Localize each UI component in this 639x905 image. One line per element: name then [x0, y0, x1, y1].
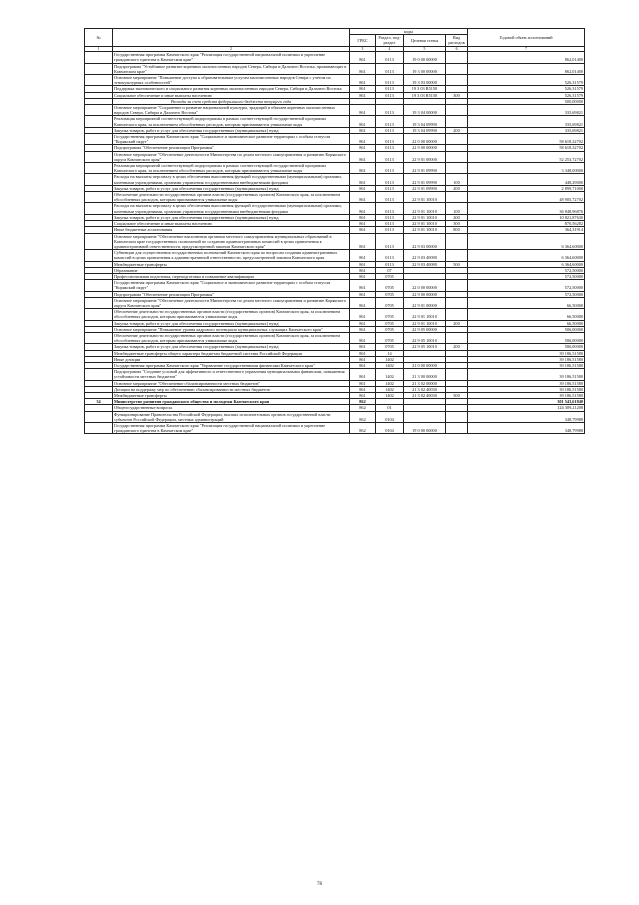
cell-grbs: 861	[350, 309, 376, 320]
cell-target-article: 22 0 00 00000	[404, 280, 446, 291]
table-row	[85, 105, 585, 116]
cell-amount: 6 364,60000	[468, 233, 585, 250]
cell-expense-type	[446, 151, 468, 162]
cell-name: Основное мероприятие "Обеспечение сбалансированности местных бюджетов"	[113, 380, 350, 386]
cell-name: Субвенции для осуществления государственных полномочий Камчатского края по вопросам создания административных комиссий в целях привлечения к административной ответственности, предусмотренной законом Камчатского края	[113, 250, 350, 261]
table-row	[85, 250, 585, 261]
budget-table	[84, 28, 585, 434]
cell-target-article: 22 9 01 00000	[404, 297, 446, 308]
table-row	[85, 411, 585, 422]
cell-target-article: 19 3 03 R5150	[404, 92, 446, 98]
cell-grbs: 861	[350, 127, 376, 133]
table-row	[85, 280, 585, 291]
cell-num	[85, 63, 113, 74]
cell-expense-type: 500	[446, 261, 468, 267]
cell-section: 0705	[376, 280, 404, 291]
cell-grbs: 861	[350, 332, 376, 343]
cell-target-article: 22 9 01 00000	[404, 151, 446, 162]
cell-amount: 39 186,51580	[468, 392, 585, 398]
cell-section: 0705	[376, 332, 404, 343]
cell-grbs: 862	[350, 411, 376, 422]
cell-num	[85, 105, 113, 116]
cell-amount: 506,00000	[468, 344, 585, 350]
cell-num	[85, 52, 113, 63]
cell-section: 0113	[376, 192, 404, 203]
cell-name: Основное мероприятие "Обеспечение деятельности Министерства по делам местного самоуправления и развитию Корякского округа Камчатского края"	[113, 297, 350, 308]
table-row	[85, 233, 585, 250]
cell-target-article: 21 3 02 40030	[404, 386, 446, 392]
cell-expense-type	[446, 52, 468, 63]
cell-num	[85, 411, 113, 422]
cell-section: 0104	[376, 411, 404, 422]
cell-amount: 572,50000	[468, 280, 585, 291]
cell-expense-type	[446, 163, 468, 174]
table-row	[85, 151, 585, 162]
header-amount: Годовой объем ассигнований	[468, 29, 585, 47]
table-row	[85, 332, 585, 343]
cell-section: 1402	[376, 369, 404, 380]
cell-amount: 39 186,51580	[468, 380, 585, 386]
cell-expense-type	[446, 63, 468, 74]
cell-name: Обеспечение деятельности государственных органов власти (государственных органов) Камчатского края, за исключением обособленных расходов, которым присваиваются уникальные коды	[113, 192, 350, 203]
cell-amount: 58 618,32702	[468, 145, 585, 151]
cell-grbs: 861	[350, 233, 376, 250]
cell-target-article: 22 9 01 10010	[404, 192, 446, 203]
table-body	[85, 52, 585, 434]
cell-grbs: 862	[350, 399, 376, 405]
cell-grbs: 861	[350, 320, 376, 326]
cell-expense-type: 800	[446, 227, 468, 233]
cell-expense-type: 200	[446, 214, 468, 220]
cell-target-article: 22 9 01 09990	[404, 163, 446, 174]
column-number: 2	[113, 46, 350, 52]
cell-grbs: 861	[350, 369, 376, 380]
cell-section: 07	[376, 267, 404, 273]
cell-grbs: 861	[350, 221, 376, 227]
cell-section: 0113	[376, 116, 404, 127]
cell-target-article	[404, 411, 446, 422]
cell-section: 0113	[376, 63, 404, 74]
cell-num	[85, 369, 113, 380]
cell-amount: 2 899,71000	[468, 185, 585, 191]
cell-grbs: 861	[350, 86, 376, 92]
cell-section: 0104	[376, 423, 404, 434]
page-number: 78	[317, 882, 322, 887]
cell-grbs: 861	[350, 203, 376, 214]
cell-num	[85, 332, 113, 343]
cell-name: Профессиональная подготовка, переподготовка и повышение квалификации	[113, 273, 350, 279]
cell-grbs: 861	[350, 185, 376, 191]
cell-name: Социальное обеспечение и иные выплаты населению	[113, 221, 350, 227]
cell-amount: 52 253,72702	[468, 151, 585, 162]
cell-name: Общегосударственные вопросы	[113, 405, 350, 411]
cell-amount: 66,50000	[468, 320, 585, 326]
cell-amount: 39 186,51580	[468, 386, 585, 392]
cell-name: Подпрограмма "Создание условий для эффективного и ответственного управления муниципальными финансами, повышения устойчивости местных бюджетов"	[113, 369, 350, 380]
cell-amount: 66,50000	[468, 297, 585, 308]
cell-name: Основное мероприятие "Сохранение и развитие национальной культуры, традиций и обычаев коренных малочисленных народов Севера, Сибири и Дальнего Востока"	[113, 105, 350, 116]
cell-section: 0113	[376, 92, 404, 98]
cell-amount: 364,31914	[468, 227, 585, 233]
cell-num	[85, 233, 113, 250]
cell-section: 0113	[376, 52, 404, 63]
cell-grbs: 861	[350, 362, 376, 368]
cell-section: 0705	[376, 326, 404, 332]
cell-target-article: 22 9 03 40080	[404, 261, 446, 267]
cell-target-article: 22 9 01 09990	[404, 174, 446, 185]
cell-section: 14	[376, 350, 404, 356]
cell-target-article: 19 3 04 09990	[404, 116, 446, 127]
cell-grbs: 861	[350, 134, 376, 145]
cell-section: 0113	[376, 151, 404, 162]
table-row	[85, 116, 585, 127]
cell-section: 01	[376, 405, 404, 411]
table-row	[85, 134, 585, 145]
cell-expense-type	[446, 309, 468, 320]
cell-name: Функционирование Правительства Российской Федерации, высших исполнительных органов государственной власти субъектов Российской Федерации, местных администраций	[113, 411, 350, 422]
cell-grbs: 861	[350, 92, 376, 98]
cell-grbs: 861	[350, 227, 376, 233]
table-row	[85, 297, 585, 308]
column-number: 4	[376, 46, 404, 52]
cell-name: Межбюджетные трансферты	[113, 392, 350, 398]
cell-num	[85, 151, 113, 162]
cell-name: Поддержка экономического и социального развития коренных малочисленных народов Севера, Сибири и Дальнего Востока	[113, 86, 350, 92]
cell-grbs: 861	[350, 344, 376, 350]
cell-name: Основное мероприятие "Обеспечение выполнения органами местного самоуправления муниципальных образований в Камчатском крае государственных полномочий по созданию административных комиссий в целях привлечения к административной ответственности, предусмотренной законом Камчатского края"	[113, 233, 350, 250]
cell-target-article: 19 3 04 00000	[404, 105, 446, 116]
cell-name: Реализация мероприятий соответствующей подпрограммы в рамках соответствующей государственной программы Камчатского края, за исключением обособленных расходов, которым присваиваются уникальные коды	[113, 116, 350, 127]
cell-grbs: 861	[350, 63, 376, 74]
cell-section: 1402	[376, 362, 404, 368]
cell-amount: 39 186,51580	[468, 362, 585, 368]
cell-section: 0113	[376, 214, 404, 220]
cell-grbs: 861	[350, 291, 376, 297]
header-exp: Вид расходов	[446, 35, 468, 46]
cell-name: Межбюджетные трансферты общего характера бюджетам бюджетной системы Российской Федерации	[113, 350, 350, 356]
cell-grbs: 861	[350, 356, 376, 362]
cell-name: Социальное обеспечение и иные выплаты населению	[113, 92, 350, 98]
table-row	[85, 174, 585, 185]
cell-expense-type: 100	[446, 174, 468, 185]
cell-grbs: 861	[350, 297, 376, 308]
header-grbs: ГРБС	[350, 35, 376, 46]
cell-name: Расходы на выплаты персоналу в целях обеспечения выполнения функций государственными (муниципальными) органами, казенными учреждениями, органами управления государственными внебюджетными фондами	[113, 203, 350, 214]
cell-amount: 39 186,51580	[468, 369, 585, 380]
cell-target-article: 22 9 00 00000	[404, 145, 446, 151]
cell-amount: 572,50000	[468, 273, 585, 279]
cell-target-article: 19 3 03 00000	[404, 75, 446, 86]
cell-name: Закупка товаров, работ и услуг для обеспечения государственных (муниципальных) нужд	[113, 214, 350, 220]
table-row	[85, 63, 585, 74]
table-row	[85, 423, 585, 434]
cell-expense-type	[446, 116, 468, 127]
table-row	[85, 163, 585, 174]
cell-expense-type	[446, 105, 468, 116]
cell-target-article: 22 9 01 10010	[404, 309, 446, 320]
cell-target-article: 19 3 00 00000	[404, 63, 446, 74]
cell-expense-type: 300	[446, 92, 468, 98]
cell-grbs: 861	[350, 214, 376, 220]
cell-num: 34	[85, 399, 113, 405]
cell-name: Подпрограмма "Обеспечение реализации Программы"	[113, 291, 350, 297]
cell-grbs: 861	[350, 250, 376, 261]
cell-section: 0113	[376, 261, 404, 267]
cell-num	[85, 309, 113, 320]
cell-amount: 36 848,96876	[468, 203, 585, 214]
table-row	[85, 369, 585, 380]
cell-name: Обеспечение деятельности государственных органов власти (государственных органов) Камчатского края, за исключением обособленных расходов, которым присваиваются уникальные коды	[113, 332, 350, 343]
cell-section: 1402	[376, 356, 404, 362]
cell-amount: 526,31579	[468, 75, 585, 86]
cell-name: Иные бюджетные ассигнования	[113, 227, 350, 233]
cell-name: Подпрограмма "Обеспечение реализации Программы"	[113, 145, 350, 151]
cell-grbs: 861	[350, 273, 376, 279]
cell-section: 1402	[376, 386, 404, 392]
cell-grbs: 861	[350, 116, 376, 127]
cell-section: 0705	[376, 273, 404, 279]
cell-target-article: 19 0 00 00000	[404, 423, 446, 434]
cell-num	[85, 75, 113, 86]
cell-grbs: 861	[350, 380, 376, 386]
cell-target-article: 22 9 05 00000	[404, 326, 446, 332]
cell-num	[85, 423, 113, 434]
cell-expense-type: 100	[446, 203, 468, 214]
cell-amount: 301 543,61840	[468, 399, 585, 405]
cell-expense-type	[446, 297, 468, 308]
cell-num	[85, 280, 113, 291]
column-number: 5	[404, 46, 446, 52]
cell-target-article: 22 9 05 10010	[404, 332, 446, 343]
cell-expense-type	[446, 280, 468, 291]
column-number: 3	[350, 46, 376, 52]
cell-grbs: 861	[350, 151, 376, 162]
cell-amount: 862,01400	[468, 63, 585, 74]
cell-name: Подпрограмма "Устойчивое развитие коренных малочисленных народов Севера, Сибири и Дальнего Востока, проживающих в Камчатском крае"	[113, 63, 350, 74]
cell-expense-type: 300	[446, 221, 468, 227]
table-row	[85, 52, 585, 63]
cell-target-article: 21 3 00 00000	[404, 369, 446, 380]
cell-target-article: 21 3 02 00000	[404, 380, 446, 386]
cell-section: 0113	[376, 86, 404, 92]
cell-amount: 39 186,51580	[468, 356, 585, 362]
cell-target-article: 22 9 01 10010	[404, 214, 446, 220]
column-number: 1	[85, 46, 113, 52]
cell-section: 0705	[376, 309, 404, 320]
cell-expense-type: 200	[446, 127, 468, 133]
cell-amount: 526,31579	[468, 86, 585, 92]
cell-section: 0113	[376, 174, 404, 185]
cell-section: 0113	[376, 250, 404, 261]
cell-grbs: 861	[350, 105, 376, 116]
cell-amount: 862,01400	[468, 52, 585, 63]
cell-name: Государственная программа Камчатского края "Реализация государственной национальной политики и укрепление гражданского единства в Камчатском крае"	[113, 423, 350, 434]
cell-grbs: 861	[350, 280, 376, 291]
cell-expense-type	[446, 134, 468, 145]
cell-grbs: 861	[350, 350, 376, 356]
cell-expense-type	[446, 250, 468, 261]
cell-expense-type: 200	[446, 320, 468, 326]
cell-section: 1402	[376, 392, 404, 398]
cell-target-article: 22 9 01 10010	[404, 320, 446, 326]
cell-expense-type	[446, 411, 468, 422]
cell-name: Основное мероприятие "Повышение доступа к образовательным услугам малочисленных народов Севера с учетом их этнокультурных особенностей"	[113, 75, 350, 86]
cell-expense-type: 200	[446, 185, 468, 191]
cell-expense-type	[446, 75, 468, 86]
cell-amount: 6 364,60000	[468, 261, 585, 267]
cell-target-article: 22 0 00 00000	[404, 134, 446, 145]
cell-section: 0113	[376, 105, 404, 116]
cell-section: 0113	[376, 233, 404, 250]
cell-grbs: 861	[350, 75, 376, 86]
cell-name: Межбюджетные трансферты	[113, 261, 350, 267]
cell-name: Дотации на поддержку мер по обеспечению сбалансированности местных бюджетов	[113, 386, 350, 392]
cell-name: Расходы за счет средств федерального бюджета текущего года	[113, 98, 350, 104]
cell-section: 0113	[376, 145, 404, 151]
cell-grbs: 861	[350, 267, 376, 273]
cell-name: Основное мероприятие "Повышение уровня кадрового потенциала муниципальных служащих Камчатского края"	[113, 326, 350, 332]
cell-expense-type	[446, 233, 468, 250]
cell-name: Государственная программа Камчатского края "Социальное и экономическое развитие территории с особым статусом "Корякский округ"	[113, 134, 350, 145]
header-name	[113, 29, 350, 47]
cell-target-article: 22 9 01 10010	[404, 203, 446, 214]
cell-section: 0113	[376, 221, 404, 227]
cell-name: Реализация мероприятий соответствующей подпрограммы в рамках соответствующей государственной программы Камчатского края, за исключением обособленных расходов, которым присваиваются уникальные коды	[113, 163, 350, 174]
cell-amount: 66,50000	[468, 309, 585, 320]
cell-grbs: 862	[350, 423, 376, 434]
cell-target-article: 21 3 02 40030	[404, 392, 446, 398]
cell-amount: 870,56282	[468, 221, 585, 227]
cell-num	[85, 116, 113, 127]
cell-amount: 348,79988	[468, 411, 585, 422]
cell-section: 0113	[376, 203, 404, 214]
cell-target-article: 22 9 01 09990	[404, 185, 446, 191]
cell-expense-type	[446, 369, 468, 380]
cell-expense-type	[446, 192, 468, 203]
cell-grbs: 861	[350, 261, 376, 267]
cell-name: Основное мероприятие "Обеспечение деятельности Министерства по делам местного самоуправления и развитию Корякского округа Камчатского края"	[113, 151, 350, 162]
cell-section: 0705	[376, 320, 404, 326]
cell-target-article: 19 3 04 09990	[404, 127, 446, 133]
table-row	[85, 309, 585, 320]
cell-expense-type	[446, 423, 468, 434]
cell-amount: 3 348,00000	[468, 163, 585, 174]
cell-amount: 48 905,72702	[468, 192, 585, 203]
cell-target-article: 22 9 03 00000	[404, 233, 446, 250]
cell-amount: 526,31579	[468, 92, 585, 98]
cell-grbs: 861	[350, 52, 376, 63]
cell-amount: 572,50000	[468, 267, 585, 273]
cell-amount: 6 364,60000	[468, 250, 585, 261]
cell-grbs: 861	[350, 145, 376, 151]
cell-name: Государственная программа Камчатского края "Управление государственными финансами Камчатского края"	[113, 362, 350, 368]
table-row	[85, 192, 585, 203]
column-number: 7	[468, 46, 585, 52]
cell-target-article: 19 0 00 00000	[404, 52, 446, 63]
cell-grbs: 861	[350, 326, 376, 332]
cell-name: Расходы на выплаты персоналу в целях обеспечения выполнения функций государственными (муниципальными) органами, казенными учреждениями, органами управления государственными внебюджетными фондами	[113, 174, 350, 185]
cell-name: Государственная программа Камчатского края "Социальное и экономическое развитие территории с особым статусом "Корякский округ"	[113, 280, 350, 291]
cell-name: Образование	[113, 267, 350, 273]
cell-amount: 500,00000	[468, 98, 585, 104]
cell-amount: 335,69821	[468, 105, 585, 116]
cell-expense-type	[446, 332, 468, 343]
cell-amount: 10 821,87630	[468, 214, 585, 220]
cell-num	[85, 134, 113, 145]
cell-amount: 39 186,51580	[468, 350, 585, 356]
cell-grbs: 861	[350, 392, 376, 398]
cell-expense-type: 200	[446, 344, 468, 350]
table-row	[85, 75, 585, 86]
cell-name: Министерство развития гражданского общества и молодежи Камчатского края	[113, 399, 350, 405]
cell-amount: 348,79988	[468, 423, 585, 434]
table-row	[85, 203, 585, 214]
column-number: 6	[446, 46, 468, 52]
cell-amount: 335,69821	[468, 127, 585, 133]
cell-amount: 448,29000	[468, 174, 585, 185]
cell-grbs: 862	[350, 405, 376, 411]
cell-amount: 335,69821	[468, 116, 585, 127]
cell-name: Закупка товаров, работ и услуг для обеспечения государственных (муниципальных) нужд	[113, 344, 350, 350]
cell-target-article: 22 9 01 10010	[404, 227, 446, 233]
cell-target-article: 22 9 01 10010	[404, 221, 446, 227]
cell-grbs: 861	[350, 192, 376, 203]
cell-grbs: 861	[350, 163, 376, 174]
cell-name: Закупка товаров, работ и услуг для обеспечения государственных (муниципальных) нужд	[113, 185, 350, 191]
cell-amount: 506,00000	[468, 332, 585, 343]
cell-target-article: 21 0 00 00000	[404, 362, 446, 368]
cell-name: Закупка товаров, работ и услуг для обеспечения государственных (муниципальных) нужд	[113, 320, 350, 326]
cell-grbs: 861	[350, 174, 376, 185]
cell-target-article: 22 9 05 10010	[404, 344, 446, 350]
cell-amount: 58 618,32702	[468, 134, 585, 145]
header-codes: коды	[350, 29, 468, 35]
cell-section: 0113	[376, 227, 404, 233]
cell-num	[85, 203, 113, 214]
cell-amount: 506,00000	[468, 326, 585, 332]
cell-name: Обеспечение деятельности государственных органов власти (государственных органов) Камчатского края, за исключением обособленных расходов, которым присваиваются уникальные коды	[113, 309, 350, 320]
cell-name: Закупка товаров, работ и услуг для обеспечения государственных (муниципальных) нужд	[113, 127, 350, 133]
cell-section: 0113	[376, 75, 404, 86]
cell-grbs: 861	[350, 386, 376, 392]
cell-num	[85, 250, 113, 261]
cell-section: 0113	[376, 134, 404, 145]
cell-amount: 572,50000	[468, 291, 585, 297]
header-section: Раздел, под-раздел	[376, 35, 404, 46]
cell-section: 0705	[376, 297, 404, 308]
cell-name: Государственная программа Камчатского края "Реализация государственной национальной политики и укрепление гражданского единства в Камчатском крае"	[113, 52, 350, 63]
cell-section: 0705	[376, 291, 404, 297]
cell-section: 0113	[376, 127, 404, 133]
header-num: №	[85, 29, 113, 47]
cell-num	[85, 163, 113, 174]
cell-expense-type: 500	[446, 392, 468, 398]
cell-num	[85, 192, 113, 203]
cell-section: 1402	[376, 380, 404, 386]
cell-target-article: 22 9 03 40080	[404, 250, 446, 261]
cell-section: 0705	[376, 344, 404, 350]
cell-num	[85, 174, 113, 185]
cell-section: 0113	[376, 163, 404, 174]
header-target: Целевая статья	[404, 35, 446, 46]
cell-section: 0113	[376, 185, 404, 191]
cell-name: Иные дотации	[113, 356, 350, 362]
cell-amount: 124 309,21208	[468, 405, 585, 411]
cell-num	[85, 297, 113, 308]
cell-target-article: 22 9 00 00000	[404, 291, 446, 297]
cell-target-article: 19 3 03 R5150	[404, 86, 446, 92]
